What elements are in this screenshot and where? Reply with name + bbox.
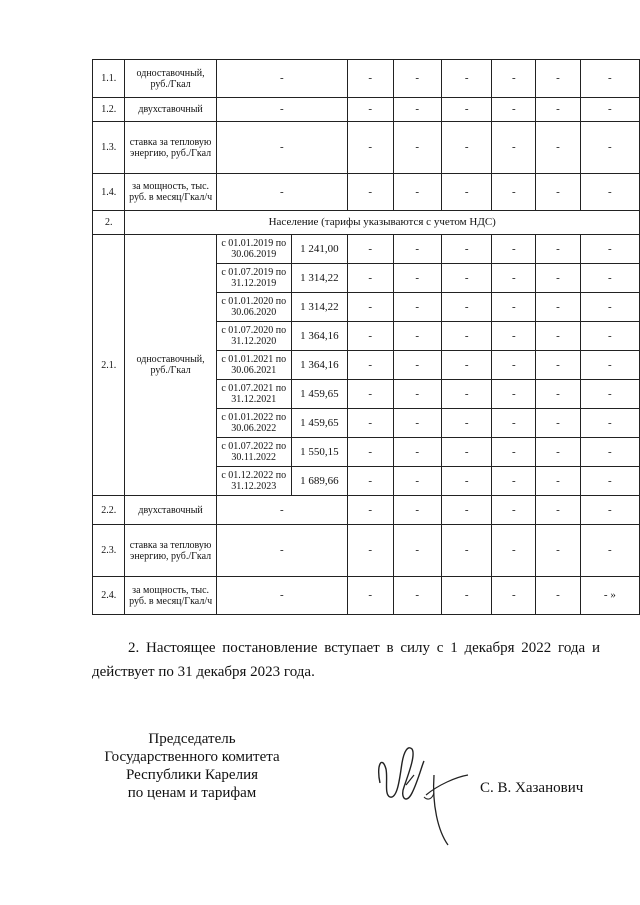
effective-date-paragraph: 2. Настоящее постановление вступает в силу с 1 декабря 2022 года и действует по 31 декабря 2023 года. — [92, 640, 600, 680]
value-cell: - — [580, 235, 639, 264]
period-cell: с 01.07.2021 по 31.12.2021 — [216, 380, 291, 409]
value-cell: - — [442, 60, 492, 98]
value-cell: - — [393, 293, 442, 322]
signatory-title-line-3: Республики Карелия — [125, 767, 259, 783]
value-cell: - — [442, 438, 492, 467]
value-cell: - — [492, 496, 536, 525]
value-cell: - — [216, 525, 347, 577]
value-cell: - — [492, 235, 536, 264]
value-cell: - — [216, 122, 347, 174]
value-cell: - — [347, 438, 393, 467]
tariff-value: 1 689,66 — [291, 467, 347, 496]
value-cell: - — [442, 409, 492, 438]
value-cell: - — [442, 174, 492, 211]
row-label: ставка за тепловую энергию, руб./Гкал — [125, 122, 216, 174]
period-cell: с 01.01.2020 по 30.06.2020 — [216, 293, 291, 322]
row-number: 2.3. — [93, 525, 125, 577]
signatory-title-line-2: Государственного комитета — [104, 749, 280, 765]
value-cell: - — [580, 496, 639, 525]
value-cell: - — [393, 60, 442, 98]
value-cell: - — [347, 380, 393, 409]
table-row — [93, 98, 640, 122]
period-cell: с 01.07.2020 по 31.12.2020 — [216, 322, 291, 351]
value-cell: - — [393, 380, 442, 409]
tariff-value: 1 550,15 — [291, 438, 347, 467]
table-row — [93, 577, 640, 615]
value-cell: - — [536, 351, 581, 380]
value-cell: - — [580, 293, 639, 322]
table-row — [93, 122, 640, 174]
value-cell: - — [442, 525, 492, 577]
tariff-value: 1 459,65 — [291, 380, 347, 409]
value-cell: - — [536, 496, 581, 525]
value-cell: - — [393, 577, 442, 615]
value-cell: - — [580, 122, 639, 174]
value-cell: - — [492, 293, 536, 322]
row-number: 1.4. — [93, 174, 125, 211]
value-cell: - — [536, 438, 581, 467]
row-number: 2.1. — [93, 235, 125, 496]
value-cell: - — [492, 98, 536, 122]
value-cell: - — [347, 496, 393, 525]
value-cell: - — [216, 98, 347, 122]
value-cell: - — [580, 351, 639, 380]
table-row — [93, 60, 640, 98]
period-cell: с 01.07.2019 по 31.12.2019 — [216, 264, 291, 293]
row-number: 2.2. — [93, 496, 125, 525]
tariff-table — [92, 59, 640, 615]
value-cell: - — [442, 122, 492, 174]
row-number: 1.3. — [93, 122, 125, 174]
row-number: 2.4. — [93, 577, 125, 615]
row-label: одноставочный, руб./Гкал — [125, 235, 216, 496]
value-cell: - — [393, 351, 442, 380]
table-row — [93, 174, 640, 211]
signatory-title — [92, 730, 292, 802]
value-cell: - — [492, 264, 536, 293]
value-cell: - — [393, 409, 442, 438]
value-cell: - — [393, 98, 442, 122]
value-cell: - » — [580, 577, 639, 615]
value-cell: - — [536, 122, 581, 174]
table-row — [93, 235, 640, 264]
value-cell: - — [393, 235, 442, 264]
tariff-value: 1 364,16 — [291, 351, 347, 380]
row-label: за мощность, тыс. руб. в месяц/Гкал/ч — [125, 174, 216, 211]
value-cell: - — [347, 235, 393, 264]
value-cell: - — [536, 293, 581, 322]
period-cell: с 01.01.2021 по 30.06.2021 — [216, 351, 291, 380]
signatory-title-line-1: Председатель — [148, 731, 236, 747]
value-cell: - — [580, 467, 639, 496]
value-cell: - — [393, 264, 442, 293]
value-cell: - — [580, 380, 639, 409]
value-cell: - — [393, 467, 442, 496]
value-cell: - — [442, 322, 492, 351]
tariff-value: 1 364,16 — [291, 322, 347, 351]
value-cell: - — [442, 380, 492, 409]
tariff-value: 1 314,22 — [291, 293, 347, 322]
value-cell: - — [492, 351, 536, 380]
period-cell: с 01.01.2022 по 30.06.2022 — [216, 409, 291, 438]
value-cell: - — [536, 322, 581, 351]
tariff-table-body — [93, 60, 640, 615]
row-label: двухставочный — [125, 98, 216, 122]
value-cell: - — [536, 467, 581, 496]
value-cell: - — [492, 409, 536, 438]
value-cell: - — [216, 174, 347, 211]
value-cell: - — [580, 525, 639, 577]
value-cell: - — [580, 264, 639, 293]
row-label: одноставочный, руб./Гкал — [125, 60, 216, 98]
value-cell: - — [442, 264, 492, 293]
row-label: двухставочный — [125, 496, 216, 525]
value-cell: - — [393, 122, 442, 174]
value-cell: - — [347, 525, 393, 577]
signatory-name: С. В. Хазанович — [480, 780, 584, 796]
value-cell: - — [347, 322, 393, 351]
value-cell: - — [347, 467, 393, 496]
value-cell: - — [393, 322, 442, 351]
value-cell: - — [536, 577, 581, 615]
value-cell: - — [536, 174, 581, 211]
row-label: ставка за тепловую энергию, руб./Гкал — [125, 525, 216, 577]
value-cell: - — [580, 409, 639, 438]
value-cell: - — [536, 264, 581, 293]
value-cell: - — [536, 409, 581, 438]
value-cell: - — [492, 438, 536, 467]
value-cell: - — [492, 467, 536, 496]
value-cell: - — [536, 235, 581, 264]
value-cell: - — [536, 380, 581, 409]
value-cell: - — [492, 322, 536, 351]
table-row — [93, 496, 640, 525]
value-cell: - — [442, 351, 492, 380]
value-cell: - — [442, 293, 492, 322]
value-cell: - — [580, 60, 639, 98]
value-cell: - — [580, 322, 639, 351]
value-cell: - — [442, 467, 492, 496]
value-cell: - — [580, 438, 639, 467]
value-cell: - — [393, 438, 442, 467]
tariff-value: 1 241,00 — [291, 235, 347, 264]
tariff-value: 1 459,65 — [291, 409, 347, 438]
value-cell: - — [442, 98, 492, 122]
value-cell: - — [492, 174, 536, 211]
row-label: за мощность, тыс. руб. в месяц/Гкал/ч — [125, 577, 216, 615]
value-cell: - — [347, 409, 393, 438]
value-cell: - — [216, 496, 347, 525]
section-title: Население (тарифы указываются с учетом НДС) — [125, 211, 640, 235]
value-cell: - — [347, 122, 393, 174]
period-cell: с 01.07.2022 по 30.11.2022 — [216, 438, 291, 467]
value-cell: - — [442, 496, 492, 525]
value-cell: - — [492, 122, 536, 174]
value-cell: - — [347, 351, 393, 380]
period-cell: с 01.12.2022 по 31.12.2023 — [216, 467, 291, 496]
value-cell: - — [492, 577, 536, 615]
value-cell: - — [393, 525, 442, 577]
table-row — [93, 525, 640, 577]
row-number: 1.1. — [93, 60, 125, 98]
row-number: 1.2. — [93, 98, 125, 122]
value-cell: - — [442, 235, 492, 264]
period-cell: с 01.01.2019 по 30.06.2019 — [216, 235, 291, 264]
value-cell: - — [536, 525, 581, 577]
value-cell: - — [347, 577, 393, 615]
tariff-value: 1 314,22 — [291, 264, 347, 293]
value-cell: - — [536, 60, 581, 98]
value-cell: - — [393, 496, 442, 525]
value-cell: - — [347, 293, 393, 322]
value-cell: - — [216, 577, 347, 615]
section-row — [93, 211, 640, 235]
value-cell: - — [492, 60, 536, 98]
value-cell: - — [347, 98, 393, 122]
value-cell: - — [442, 577, 492, 615]
value-cell: - — [393, 174, 442, 211]
value-cell: - — [347, 264, 393, 293]
value-cell: - — [536, 98, 581, 122]
value-cell: - — [347, 174, 393, 211]
value-cell: - — [492, 380, 536, 409]
value-cell: - — [216, 60, 347, 98]
handwritten-signature — [368, 735, 478, 850]
value-cell: - — [347, 60, 393, 98]
value-cell: - — [492, 525, 536, 577]
value-cell: - — [580, 174, 639, 211]
signatory-title-line-4: по ценам и тарифам — [127, 785, 257, 801]
value-cell: - — [580, 98, 639, 122]
section-number: 2. — [93, 211, 125, 235]
